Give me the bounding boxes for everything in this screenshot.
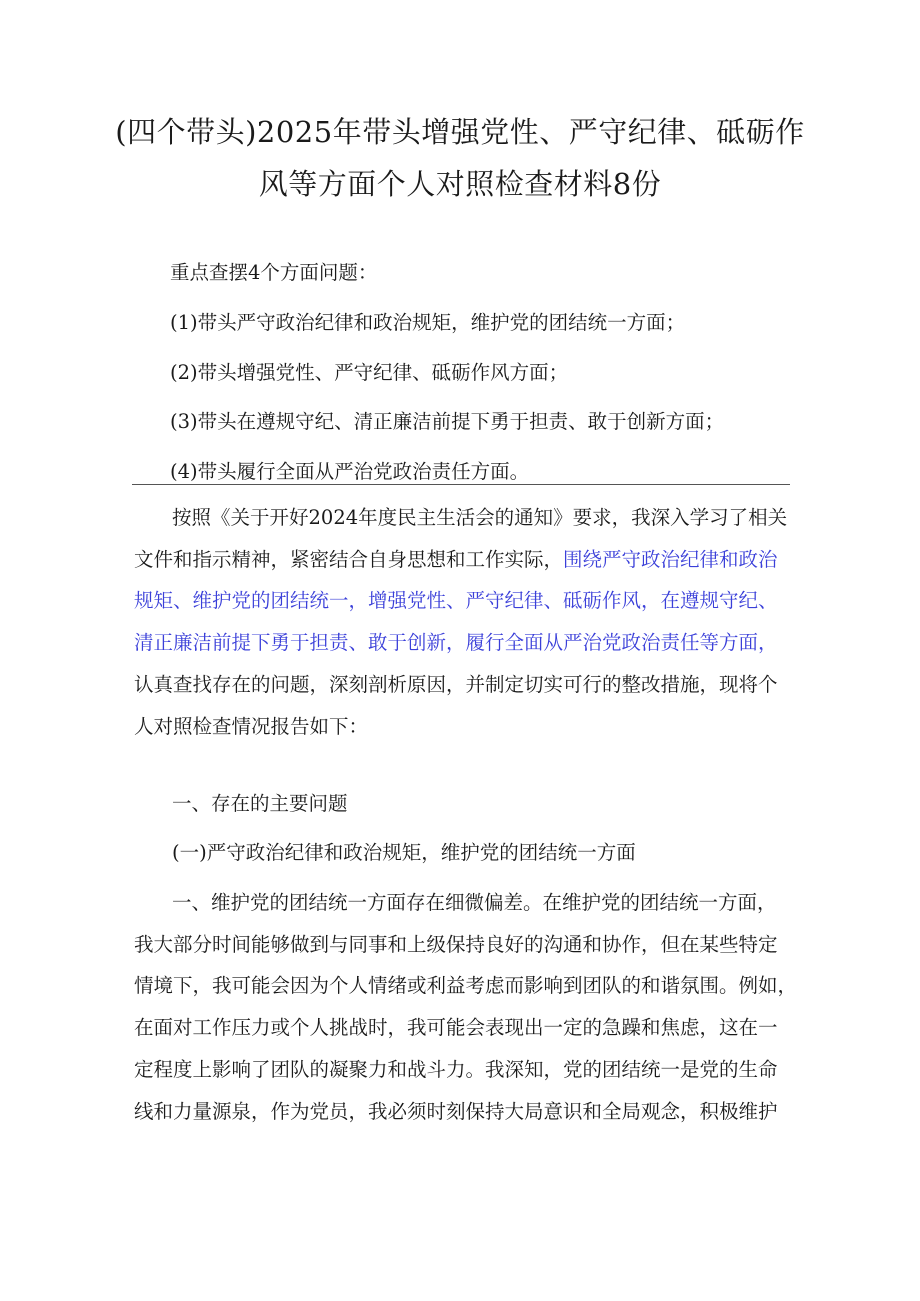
problem-line-6: 线和力量源泉，作为党员，我必须时刻保持大局意识和全局观念，积极维护 xyxy=(134,1099,778,1123)
problem-line-5: 定程度上影响了团队的凝聚力和战斗力。我深知，党的团结统一是党的生命 xyxy=(134,1057,778,1081)
problem-line-2: 我大部分时间能够做到与同事和上级保持良好的沟通和协作，但在某些特定 xyxy=(134,932,778,956)
summary-list xyxy=(170,256,810,505)
intro-line-2 xyxy=(134,539,792,581)
summary-item-4: (4)带头履行全面从严治党政治责任方面。 xyxy=(170,460,530,484)
intro-line-2-plain: 文件和指示精神，紧密结合自身思想和工作实际， xyxy=(134,547,564,571)
intro-line-2-highlight: 围绕严守政治纪律和政治 xyxy=(563,547,778,571)
problem-paragraph xyxy=(134,882,798,1132)
intro-line-6: 人对照检查情况报告如下： xyxy=(134,714,369,738)
summary-item-3: (3)带头在遵规守纪、清正廉洁前提下勇于担责、敢于创新方面； xyxy=(170,410,725,434)
document-title xyxy=(100,106,820,210)
problem-line-1: 一、维护党的团结统一方面存在细微偏差。在维护党的团结统一方面， xyxy=(172,891,777,914)
title-line-1: (四个带头)2025年带头增强党性、严守纪律、砥砺作 xyxy=(115,115,805,149)
summary-item-2: (2)带头增强党性、严守纪律、砥砺作风方面； xyxy=(170,360,569,384)
problem-line-3: 情境下，我可能会因为个人情绪或利益考虑而影响到团队的和谐氛围。例如， xyxy=(134,974,798,998)
intro-line-1: 按照《关于开好2024年度民主生活会的通知》要求，我深入学习了相关 xyxy=(172,506,788,529)
summary-item-1: (1)带头严守政治纪律和政治规矩，维护党的团结统一方面； xyxy=(170,310,686,334)
title-line-2: 风等方面个人对照检查材料8份 xyxy=(258,167,662,201)
intro-paragraph xyxy=(134,497,792,747)
intro-line-4-highlight: 清正廉洁前提下勇于担责、敢于创新，履行全面从严治党政治责任等方面， xyxy=(134,631,778,655)
divider-line xyxy=(132,484,790,485)
summary-intro: 重点查摆4个方面问题： xyxy=(170,261,378,284)
intro-line-3-highlight: 规矩、维护党的团结统一，增强党性、严守纪律、砥砺作风，在遵规守纪、 xyxy=(134,589,778,613)
section-heading-1: 一、存在的主要问题 xyxy=(172,792,348,815)
section-heading-2: (一)严守政治纪律和政治规矩，维护党的团结统一方面 xyxy=(172,841,636,864)
intro-line-5: 认真查找存在的问题，深刻剖析原因，并制定切实可行的整改措施，现将个 xyxy=(134,672,778,696)
problem-line-4: 在面对工作压力或个人挑战时，我可能会表现出一定的急躁和焦虑，这在一 xyxy=(134,1016,778,1040)
